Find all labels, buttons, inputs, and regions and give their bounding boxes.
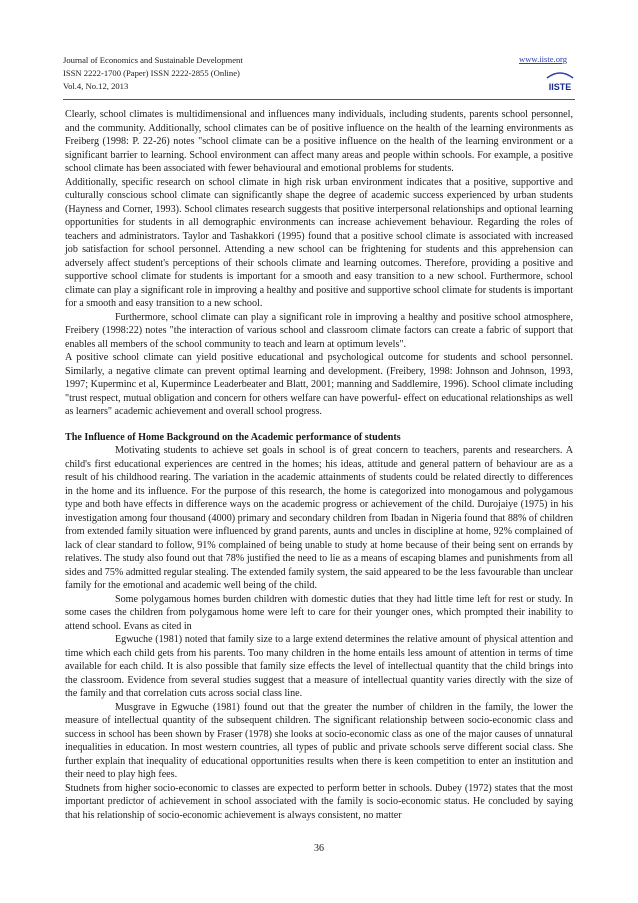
article-body [65, 108, 573, 822]
volume-line: Vol.4, No.12, 2013 [63, 81, 129, 91]
paragraph: Studnets from higher socio-economic to classes are expected to perform better in schools. Dubey (1972) states that the most important predictor of achievement in school associated with the family is socio-economic status. He concluded by saying that his relationship of socio-economic achievement is always consistent, no matter [65, 782, 573, 821]
page-number: 36 [314, 843, 324, 854]
section-paragraphs [65, 444, 573, 822]
intro-paragraphs [65, 108, 573, 419]
page-header [63, 54, 575, 96]
paragraph: Musgrave in Egwuche (1981) found out that the greater the number of children in the family, the lower the measure of intellectual quantity of the subsequent children. The significant relationship between socio-economic class and success in school has been shown by Fraser (1978) she looks at socio-economic class as one of the major causes of unnatural inequalities in education. In most western countries, all types of public and private schools serve different social class. She further explain that inequality of educational opportunities results when there is keen competition to enter an institution and their need to play high fees. [65, 701, 573, 780]
paragraph: Some polygamous homes burden children with domestic duties that they had little time left for rest or study. In some cases the children from polygamous home were left to care for their younger ones, which prompted their inability to attend school. Evans as cited in [65, 593, 573, 632]
paragraph: Egwuche (1981) noted that family size to a large extend determines the relative amount of physical attention and time which each child gets from his parents. Too many children in the home entails less amount of attention in terms of time available for each child. It is also possible that family size effects the level of intellectual quantity that the child brings into the classroom. Evidence from several studies suggest that a measure of intellectual quantity varies directly with the size of the family and that correlation cuts across social class line. [65, 634, 573, 699]
paragraph: Clearly, school climates is multidimensional and influences many individuals, including students, parents school personnel, and the community. Additionally, school climates can be of positive influence on the health of the learning environments as Freiberg (1998: P. 22-26) notes "school climate can be a positive influence on the health of the learning environment or a significant barrier to learning. School environment can affect many areas and people within schools. For example, a positive school climate has been associated with fewer behavioural and emotional problems for students. [65, 109, 573, 174]
paragraph: A positive school climate can yield positive educational and psychological outcome for students and school personnel. Similarly, a negative climate can prevent optimal learning and development. (Freibery, 1998: Johnson and Johnson, 1993, 1997; Kuperminc et al, Kupermince Leaderbeater and Blatt, 2001; manning and Saddlemire, 1996). School climate including "trust respect, mutual obligation and concern for others welfare can have powerful- effect on educational relationships as well as learners" academic achievement and overall school progress. [65, 352, 573, 417]
paragraph: Motivating students to achieve set goals in school is of great concern to teachers, parents and researchers. A child's first educational experiences are centred in the homes; his ideas, attitude and general pattern of behaviour are as a result of his childhood rearing. The variation in the academic attainments of students could be related directly to differences in the home and its influence. For the purpose of this research, the home is categorized into monogamous and polygamous type and both have effects in difference ways on the academic progress or achievement of the child. Durojaiye (1975) in his investigation among four thousand (4000) primary and secondary children from Ibadan in Nigeria found that 88% of children from extended family situation were influenced by grand parents, aunts and uncles in discipline at home, 92% complained of lack of clear standard to follow, 91% complained of being unable to study at home because of their being sent on errands by relatives. The study also found out that 78% justified the need to lie as a means of escaping blames and punishments from all sides and 75% admitted regular stealing. The extended family system, the said appeared to be the less favourable than unclear family for the emotional and academic well being of the child. [65, 445, 573, 591]
journal-url-link[interactable]: www.iiste.org [519, 54, 567, 64]
paragraph: Furthermore, school climate can play a significant role in improving a healthy and positive school atmosphere, Freibery (1998:22) notes "the interaction of various school and classroom climate factors can create a fabric of support that enables all members of the school community to teach and learn at optimum levels". [65, 311, 573, 350]
iiste-logo-icon [545, 68, 575, 94]
svg-text:IISTE: IISTE [548, 82, 572, 92]
paragraph: Additionally, specific research on school climate in high risk urban environment indicates that a positive, supportive and culturally conscious school climate can significantly shape the degree of academic success experienced by urban students (Hayness and Corner, 1993). School climates research suggests that positive interpersonal relationships and optional learning opportunities for students in all demographic environments can increase achievement behaviour. Regarding the roles of teachers and administrators. Taylor and Tashakkori (1995) found that a positive school climate is associated with increased job satisfaction for school personnel. Attending a new school can be frightening for students and this apprehension can adversely affect student's perceptions of their schools climate and learning outcomes. Therefore, providing a positive and supportive school climate for students is important for a smooth and easy transition to a new school. Furthermore, school climate can play a significant role in improving a healthy and positive and supportive school climate for students is important for a smooth and easy transition to a new school. [65, 176, 573, 309]
journal-title: Journal of Economics and Sustainable Development [63, 55, 243, 65]
issn-line: ISSN 2222-1700 (Paper) ISSN 2222-2855 (Online) [63, 68, 240, 78]
header-divider [63, 99, 575, 100]
section-heading: The Influence of Home Background on the Academic performance of students [65, 431, 401, 443]
